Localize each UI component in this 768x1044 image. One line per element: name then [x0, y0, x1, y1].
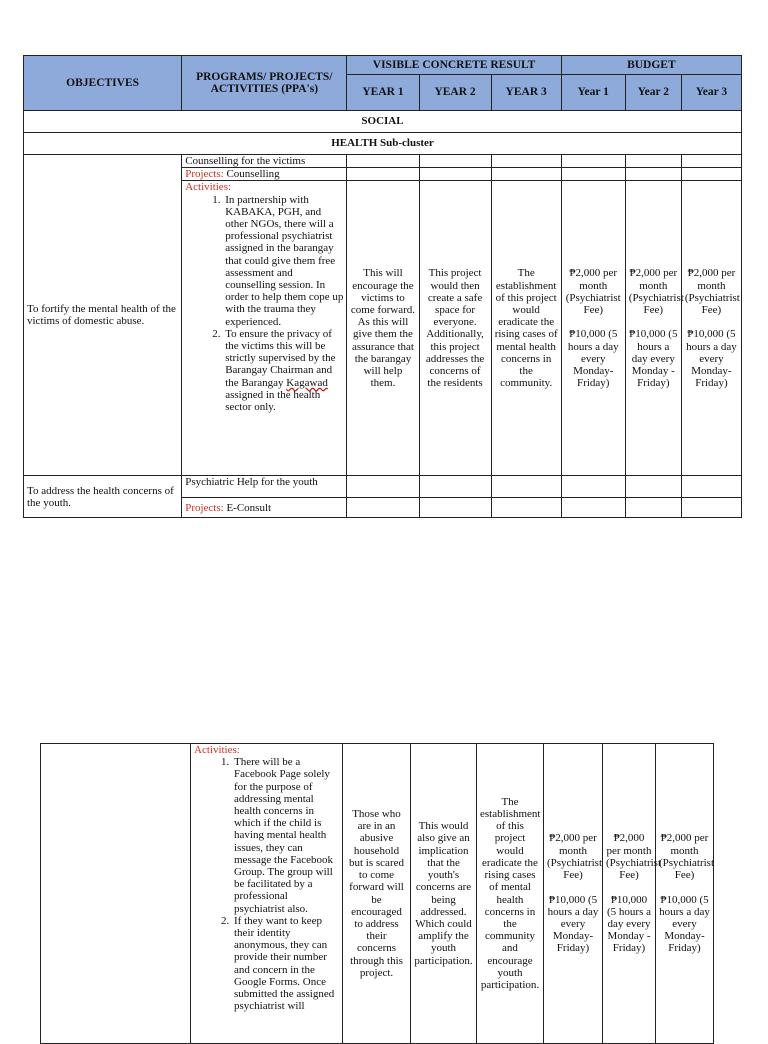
- ppa-psychiatric-help: Psychiatric Help for the youth: [182, 476, 347, 498]
- projects-label: Projects:: [185, 168, 224, 181]
- budget-year2: ₱2,000 per month (Psychiatrist Fee) ₱10,000 (5 hours a day every Monday - Friday): [603, 744, 656, 1044]
- header-result-year1: YEAR 1: [347, 75, 419, 111]
- budget-year3: ₱2,000 per month (Psychiatrist Fee) ₱10,000 (5 hours a day every Monday-Friday): [681, 181, 741, 476]
- activity-item: 2. If they want to keep their identity anonymous, they can provide their number and concern in the Google Forms. Once submitted the assigned psychiatrist will: [232, 915, 339, 1013]
- section-title: SOCIAL: [24, 111, 742, 133]
- header-result-year2: YEAR 2: [419, 75, 491, 111]
- result-year2: This would also give an implication that the youth's concerns are being addressed. Which could amplify the youth participation.: [411, 744, 477, 1044]
- header-budget-year1: Year 1: [561, 75, 625, 111]
- misspelled-word: Kagawad: [286, 376, 328, 389]
- budget-year1: ₱2,000 per month (Psychiatrist Fee) ₱10,000 (5 hours a day every Monday-Friday): [561, 181, 625, 476]
- header-budget-year2: Year 2: [625, 75, 681, 111]
- ppa-activities-counselling: [182, 181, 347, 476]
- subcluster-title: HEALTH Sub-cluster: [24, 133, 742, 155]
- objective-continued: [41, 744, 191, 1044]
- projects-label: Projects:: [185, 501, 224, 514]
- header-budget: BUDGET: [561, 56, 741, 75]
- budget-year1: ₱2,000 per month (Psychiatrist Fee) ₱10,000 (5 hours a day every Monday-Friday): [544, 744, 603, 1044]
- result-year1: Those who are in an abusive household but is scared to come forward will be encouraged to address their concerns through this project.: [343, 744, 411, 1044]
- ppa-projects-counselling: [182, 168, 347, 181]
- plan-table-page-2: [40, 743, 714, 1044]
- header-visible-result: VISIBLE CONCRETE RESULT: [347, 56, 561, 75]
- activities-list: [185, 194, 343, 414]
- projects-value: E-Consult: [223, 501, 272, 514]
- header-result-year3: YEAR 3: [491, 75, 561, 111]
- activity-item: 1. There will be a Facebook Page solely for the purpose of addressing mental health concerns in which if the child is having mental health issues, they can message the Facebook Group. The group will be facilitated by a professional psychiatrist also.: [232, 756, 339, 915]
- activities-list: [194, 756, 339, 1012]
- header-ppa: PROGRAMS/ PROJECTS/ ACTIVITIES (PPA's): [182, 56, 347, 111]
- result-year3: The establishment of this project would eradicate the rising cases of mental health concerns in the community and encourage youth participation.: [477, 744, 544, 1044]
- budget-year2: ₱2,000 per month (Psychiatrist Fee) ₱10,000 (5 hours a day every Monday - Friday): [625, 181, 681, 476]
- activities-label: Activities:: [185, 181, 232, 194]
- activities-label: Activities:: [194, 744, 240, 756]
- ppa-counselling-title: Counselling for the victims: [182, 155, 347, 168]
- activity-item: 2. To ensure the privacy of the victims this will be strictly supervised by the Barangay Chairman and the Barangay Kagawad assigned in the health sector only.: [223, 328, 343, 413]
- ppa-projects-econsult: [182, 498, 347, 518]
- ppa-activities-econsult: [191, 744, 343, 1044]
- result-year1: This will encourage the victims to come forward. As this will give them the assurance that the barangay will help them.: [347, 181, 419, 476]
- header-objectives: OBJECTIVES: [24, 56, 182, 111]
- plan-table-page-1: [23, 55, 742, 518]
- objective-mental-health: To fortify the mental health of the victims of domestic abuse.: [24, 155, 182, 476]
- header-budget-year3: Year 3: [681, 75, 741, 111]
- result-year3: The establishment of this project would eradicate the rising cases of mental health concerns in the community.: [491, 181, 561, 476]
- objective-youth-health: To address the health concerns of the youth.: [24, 476, 182, 518]
- activity-item: 1. In partnership with KABAKA, PGH, and other NGOs, there will a professional psychiatrist assigned in the barangay that could give them free assessment and counselling session. In order to help them cope up with the trauma they experienced.: [223, 194, 343, 328]
- budget-year3: ₱2,000 per month (Psychiatrist Fee) ₱10,000 (5 hours a day every Monday-Friday): [656, 744, 714, 1044]
- result-year2: This project would then create a safe space for everyone. Additionally, this project addresses the concerns of the residents: [419, 181, 491, 476]
- projects-value: Counselling: [223, 168, 280, 181]
